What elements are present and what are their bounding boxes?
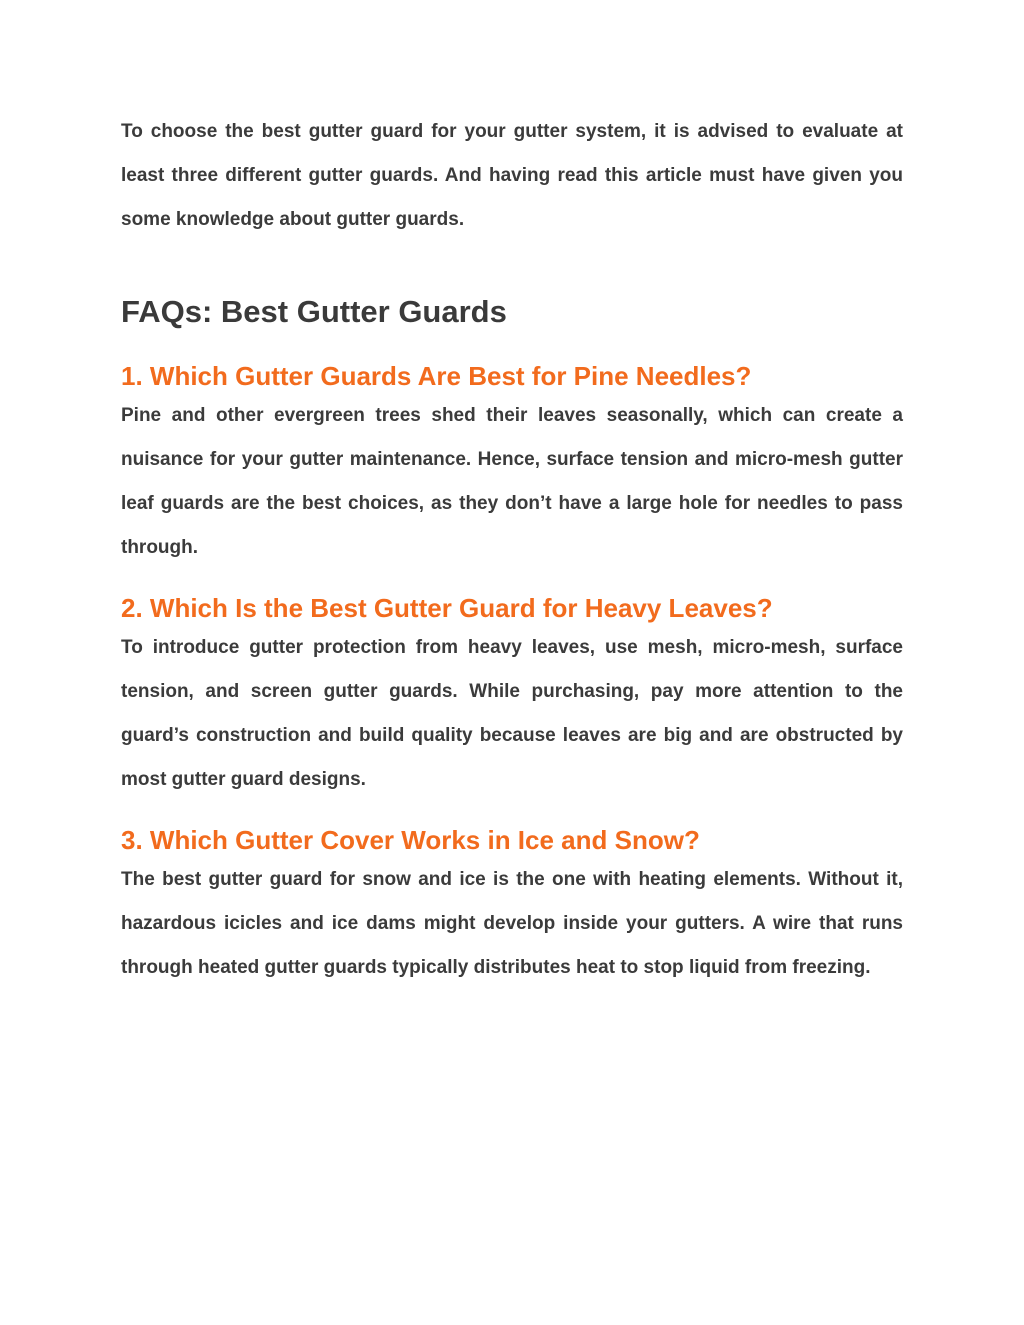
faq-answer-heavy-leaves: To introduce gutter protection from heavy leaves, use mesh, micro-mesh, surface tension, and screen gutter guards. While purchasing, pay more attention to the guard’s construction and build quality because leaves are big and are obstructed by most gutter guard designs.	[121, 637, 903, 790]
faq-question-ice-snow: 3. Which Gutter Cover Works in Ice and Snow?	[121, 825, 700, 855]
faq-answer-pine-needles: Pine and other evergreen trees shed their leaves seasonally, which can create a nuisance for your gutter maintenance. Hence, surface tension and micro-mesh gutter leaf guards are the best choices, as they don’t have a large hole for needles to pass through.	[121, 405, 903, 558]
faq-item	[121, 358, 903, 570]
faq-answer-ice-snow: The best gutter guard for snow and ice is the one with heating elements. Without it, hazardous icicles and ice dams might develop inside your gutters. A wire that runs through heated gutter guards typically distributes heat to stop liquid from freezing.	[121, 869, 903, 978]
faq-item	[121, 590, 903, 802]
faq-heading: FAQs: Best Gutter Guards	[121, 294, 507, 329]
faq-item	[121, 822, 903, 990]
intro-paragraph: To choose the best gutter guard for your gutter system, it is advised to evaluate at least three different gutter guards. And having read this article must have given you some knowledge about gutter guards.	[121, 121, 903, 230]
faq-question-pine-needles: 1. Which Gutter Guards Are Best for Pine Needles?	[121, 361, 752, 391]
document-page	[121, 110, 903, 990]
faq-question-heavy-leaves: 2. Which Is the Best Gutter Guard for Heavy Leaves?	[121, 593, 773, 623]
